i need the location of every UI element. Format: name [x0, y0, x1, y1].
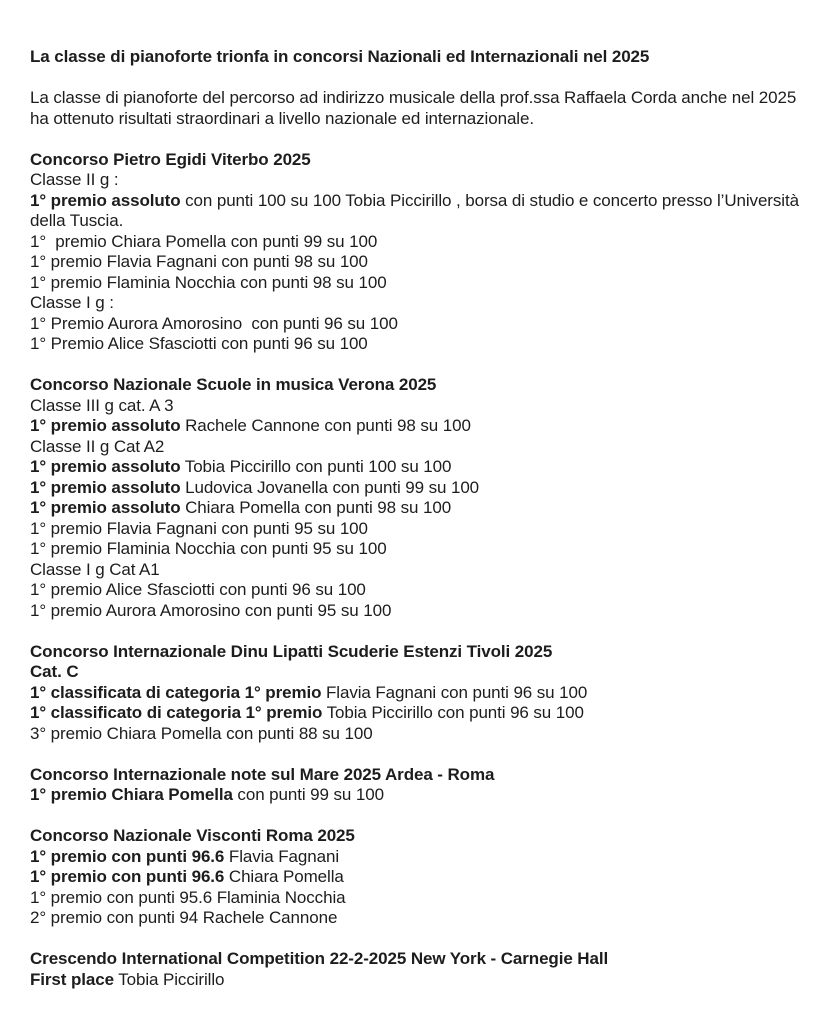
result-line-bold-lead: 1° premio assoluto — [30, 190, 181, 210]
result-line — [30, 478, 800, 499]
result-line — [30, 683, 800, 704]
competition-section — [30, 149, 804, 355]
result-line — [30, 437, 800, 458]
result-line-text: 1° premio con punti 95.6 Flaminia Nocchia — [30, 887, 346, 907]
result-line — [30, 519, 800, 540]
result-line-bold-lead: 1° premio con punti 96.6 — [30, 867, 225, 886]
result-line-text: 1° premio Flavia Fagnani con punti 98 su 100 — [30, 252, 368, 271]
result-line — [30, 847, 800, 868]
result-line — [30, 908, 800, 929]
result-line — [30, 580, 800, 601]
result-line-text: Rachele Cannone con punti 98 su 100 — [180, 416, 471, 435]
result-line — [30, 601, 800, 622]
section-heading: Concorso Nazionale Visconti Roma 2025 — [30, 826, 355, 845]
result-line — [30, 334, 800, 355]
section-heading: Concorso Internazionale Dinu Lipatti Scuderie Estenzi Tivoli 2025 — [30, 641, 553, 661]
result-line-text: 1° Premio Aurora Amorosino con punti 96 su 100 — [30, 313, 398, 333]
result-line-text: 1° Premio Alice Sfasciotti con punti 96 su 100 — [30, 334, 368, 353]
result-line — [30, 170, 800, 191]
result-line-text: Classe II g : — [30, 170, 119, 189]
result-line-text: 1° premio Flaminia Nocchia con punti 98 su 100 — [30, 272, 387, 292]
result-line — [30, 498, 800, 519]
result-line — [30, 293, 800, 314]
result-line-text: con punti 99 su 100 — [232, 785, 384, 804]
result-line-text: 1° premio Alice Sfasciotti con punti 96 su 100 — [30, 580, 366, 599]
result-line — [30, 457, 800, 478]
result-line-text: Tobia Piccirillo con punti 96 su 100 — [322, 703, 584, 722]
result-line-bold-lead: 1° premio assoluto — [30, 477, 181, 497]
result-line-bold-lead: 1° premio assoluto — [30, 498, 181, 517]
result-line-text: 1° premio Flaminia Nocchia con punti 95 su 100 — [30, 539, 387, 558]
result-line-text: 1° premio Chiara Pomella con punti 99 su 100 — [30, 231, 378, 251]
result-line-bold-lead: 1° premio Chiara Pomella — [30, 785, 233, 804]
result-line-text: 2° premio con punti 94 Rachele Cannone — [30, 908, 338, 927]
result-line-text: 1° premio Flavia Fagnani con punti 95 su 100 — [30, 518, 368, 538]
competition-section — [30, 826, 800, 929]
result-line — [30, 703, 800, 724]
section-heading: Concorso Internazionale note sul Mare 2025 Ardea - Roma — [30, 764, 495, 784]
result-line — [30, 724, 800, 745]
result-line-bold-lead: 1° classificata di categoria 1° premio — [30, 682, 322, 702]
result-line-text: Flavia Fagnani con punti 96 su 100 — [321, 682, 588, 702]
result-line-bold-lead: 1° premio assoluto — [30, 457, 181, 476]
result-line-bold-lead: Cat. C — [30, 662, 79, 681]
result-line-text: Chiara Pomella con punti 98 su 100 — [180, 498, 452, 517]
result-line — [30, 252, 800, 273]
result-line-text: 1° premio Aurora Amorosino con punti 95 su 100 — [30, 600, 392, 620]
competition-section — [30, 949, 800, 990]
result-line-text: Tobia Piccirillo con punti 100 su 100 — [180, 457, 452, 476]
result-line — [30, 888, 800, 909]
result-line-text: Classe II g Cat A2 — [30, 436, 165, 456]
intro-paragraph: La classe di pianoforte del percorso ad indirizzo musicale della prof.ssa Raffaela Corda anche nel 2025 ha ottenuto risultati straordinari a livello nazionale ed internazionale. — [30, 88, 801, 128]
result-line-text: Tobia Piccirillo — [113, 969, 225, 989]
result-line-text: Chiara Pomella — [224, 867, 344, 886]
result-line-bold-lead: 1° classificato di categoria 1° premio — [30, 703, 323, 722]
result-line-text: 3° premio Chiara Pomella con punti 88 su 100 — [30, 723, 373, 743]
result-line — [30, 785, 800, 806]
result-line — [30, 560, 800, 581]
result-line — [30, 396, 800, 417]
result-line-text: Classe III g cat. A 3 — [30, 395, 174, 415]
result-line-text: Ludovica Jovanella con punti 99 su 100 — [180, 477, 480, 497]
competition-sections — [30, 149, 804, 991]
result-line-bold-lead: 1° premio con punti 96.6 — [30, 846, 225, 866]
result-line — [30, 539, 800, 560]
result-line-text: con punti 100 su 100 Tobia Piccirillo , borsa di studio e concerto presso l’Università della Tuscia. — [30, 190, 804, 230]
section-heading: Concorso Nazionale Scuole in musica Verona 2025 — [30, 375, 437, 394]
result-line-text: Flavia Fagnani — [224, 846, 340, 866]
competition-section — [30, 642, 800, 745]
result-line-text: Classe I g Cat A1 — [30, 559, 160, 579]
result-line-bold-lead: 1° premio assoluto — [30, 416, 181, 435]
section-heading: Concorso Pietro Egidi Viterbo 2025 — [30, 149, 311, 169]
result-line-text: Classe I g : — [30, 293, 114, 312]
page-title: La classe di pianoforte trionfa in concorsi Nazionali ed Internazionali nel 2025 — [30, 47, 650, 66]
result-line — [30, 416, 800, 437]
result-line — [30, 314, 800, 335]
result-line — [30, 273, 800, 294]
result-line — [30, 867, 800, 888]
competition-section — [30, 375, 800, 621]
competition-section — [30, 765, 800, 806]
result-line-bold-lead: First place — [30, 969, 114, 989]
section-heading: Crescendo International Competition 22-2-2025 New York - Carnegie Hall — [30, 949, 609, 968]
result-line — [30, 232, 800, 253]
result-line — [30, 970, 800, 991]
result-line — [30, 190, 804, 232]
result-line — [30, 662, 800, 683]
